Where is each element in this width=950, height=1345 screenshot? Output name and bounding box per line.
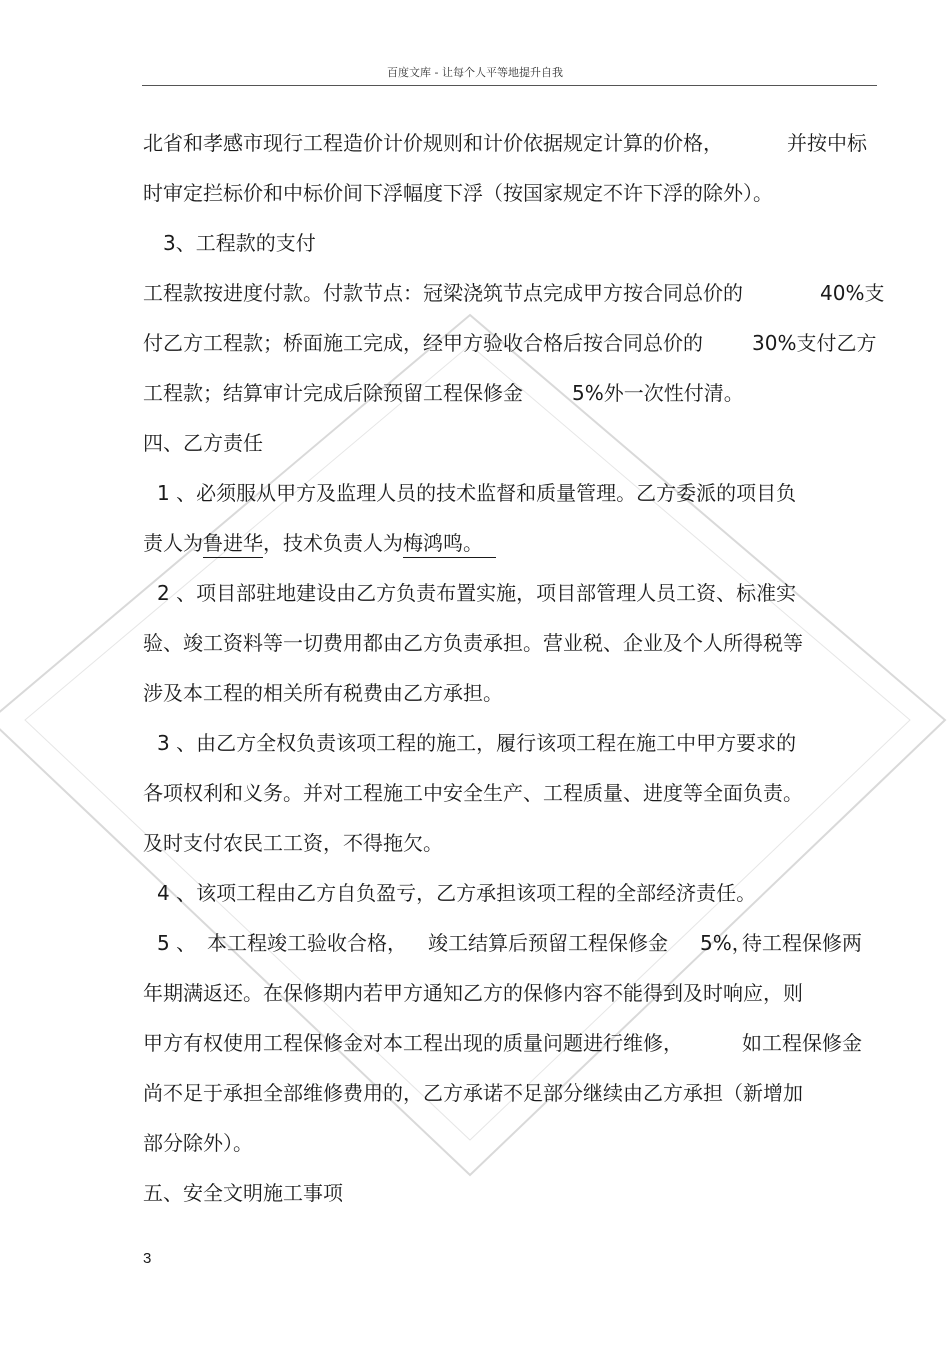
text-segment: 3、工程款的支付 (163, 231, 316, 255)
text-segment: 5%， (700, 931, 752, 955)
body-line-l04 (0, 280, 950, 310)
body-line-l12 (0, 680, 950, 710)
text-segment: 各项权利和义务。并对工程施工中安全生产、工程质量、进度等全面负责。 (143, 781, 803, 805)
body-line-l19 (0, 1030, 950, 1060)
text-segment: 涉及本工程的相关所有税费由乙方承担。 (143, 681, 503, 705)
text-segment: 北省和孝感市现行工程造价计价规则和计价依据规定计算的价格， (143, 131, 723, 155)
text-segment: 工程款；结算审计完成后除预留工程保修金 (143, 381, 523, 405)
page-header: 百度文库 - 让每个人平等地提升自我 (387, 66, 563, 79)
body-line-l17 (0, 930, 950, 960)
text-segment: 5%外一次性付清。 (572, 381, 744, 405)
text-segment: ，技术负责人为 (263, 531, 403, 555)
text-segment: 部分除外）。 (143, 1131, 253, 1155)
text-segment: 鲁进华 (203, 530, 263, 558)
text-segment: 3 、由乙方全权负责该项工程的施工，履行该项工程在施工中甲方要求的 (157, 731, 797, 755)
body-line-l16 (0, 880, 950, 910)
body-line-l02 (0, 180, 950, 210)
text-segment: 时审定拦标价和中标价间下浮幅度下浮（按国家规定不许下浮的除外）。 (143, 181, 773, 205)
page-number: 3 (143, 1250, 152, 1267)
text-segment: 及时支付农民工工资，不得拖欠。 (143, 831, 443, 855)
body-line-l03 (0, 230, 950, 260)
text-segment: 1 、必须服从甲方及监理人员的技术监督和质量管理。乙方委派的项目负 (157, 481, 797, 505)
text-segment: 工程款按进度付款。付款节点：冠梁浇筑节点完成甲方按合同总价的 (143, 281, 743, 305)
text-segment: 四、乙方责任 (143, 431, 263, 455)
text-segment: 梅鸿鸣。 (403, 530, 496, 558)
body-line-l14 (0, 780, 950, 810)
text-segment: 甲方有权使用工程保修金对本工程出现的质量问题进行维修， (143, 1031, 683, 1055)
body-line-l08 (0, 480, 950, 510)
body-line-l01 (0, 130, 950, 160)
text-segment: 竣工结算后预留工程保修金 (428, 931, 668, 955)
text-segment: 40%支 (820, 281, 885, 305)
text-segment: 本工程竣工验收合格， (207, 931, 407, 955)
text-segment: 2 、项目部驻地建设由乙方负责布置实施，项目部管理人员工资、标准实 (157, 581, 797, 605)
text-segment: 待工程保修两 (742, 931, 862, 955)
body-line-l13 (0, 730, 950, 760)
body-line-l07 (0, 430, 950, 460)
body-line-l20 (0, 1080, 950, 1110)
text-segment: 责人为 (143, 531, 203, 555)
body-line-l22 (0, 1180, 950, 1210)
body-line-l21 (0, 1130, 950, 1160)
text-segment: 4 、该项工程由乙方自负盈亏，乙方承担该项工程的全部经济责任。 (157, 881, 757, 905)
text-segment: 年期满返还。在保修期内若甲方通知乙方的保修内容不能得到及时响应，则 (143, 981, 803, 1005)
text-segment: 付乙方工程款；桥面施工完成，经甲方验收合格后按合同总价的 (143, 331, 703, 355)
text-segment: 5 、 (157, 931, 197, 955)
text-segment: 验、竣工资料等一切费用都由乙方负责承担。营业税、企业及个人所得税等 (143, 631, 803, 655)
body-line-l05 (0, 330, 950, 360)
body-line-l18 (0, 980, 950, 1010)
body-line-l09 (0, 530, 950, 560)
text-segment: 五、安全文明施工事项 (143, 1181, 343, 1205)
body-line-l11 (0, 630, 950, 660)
text-segment: 如工程保修金 (742, 1031, 862, 1055)
text-segment: 30%支付乙方 (752, 331, 877, 355)
body-line-l10 (0, 580, 950, 610)
text-segment: 尚不足于承担全部维修费用的，乙方承诺不足部分继续由乙方承担（新增加 (143, 1081, 803, 1105)
body-line-l06 (0, 380, 950, 410)
body-line-l15 (0, 830, 950, 860)
text-segment: 并按中标 (787, 131, 867, 155)
